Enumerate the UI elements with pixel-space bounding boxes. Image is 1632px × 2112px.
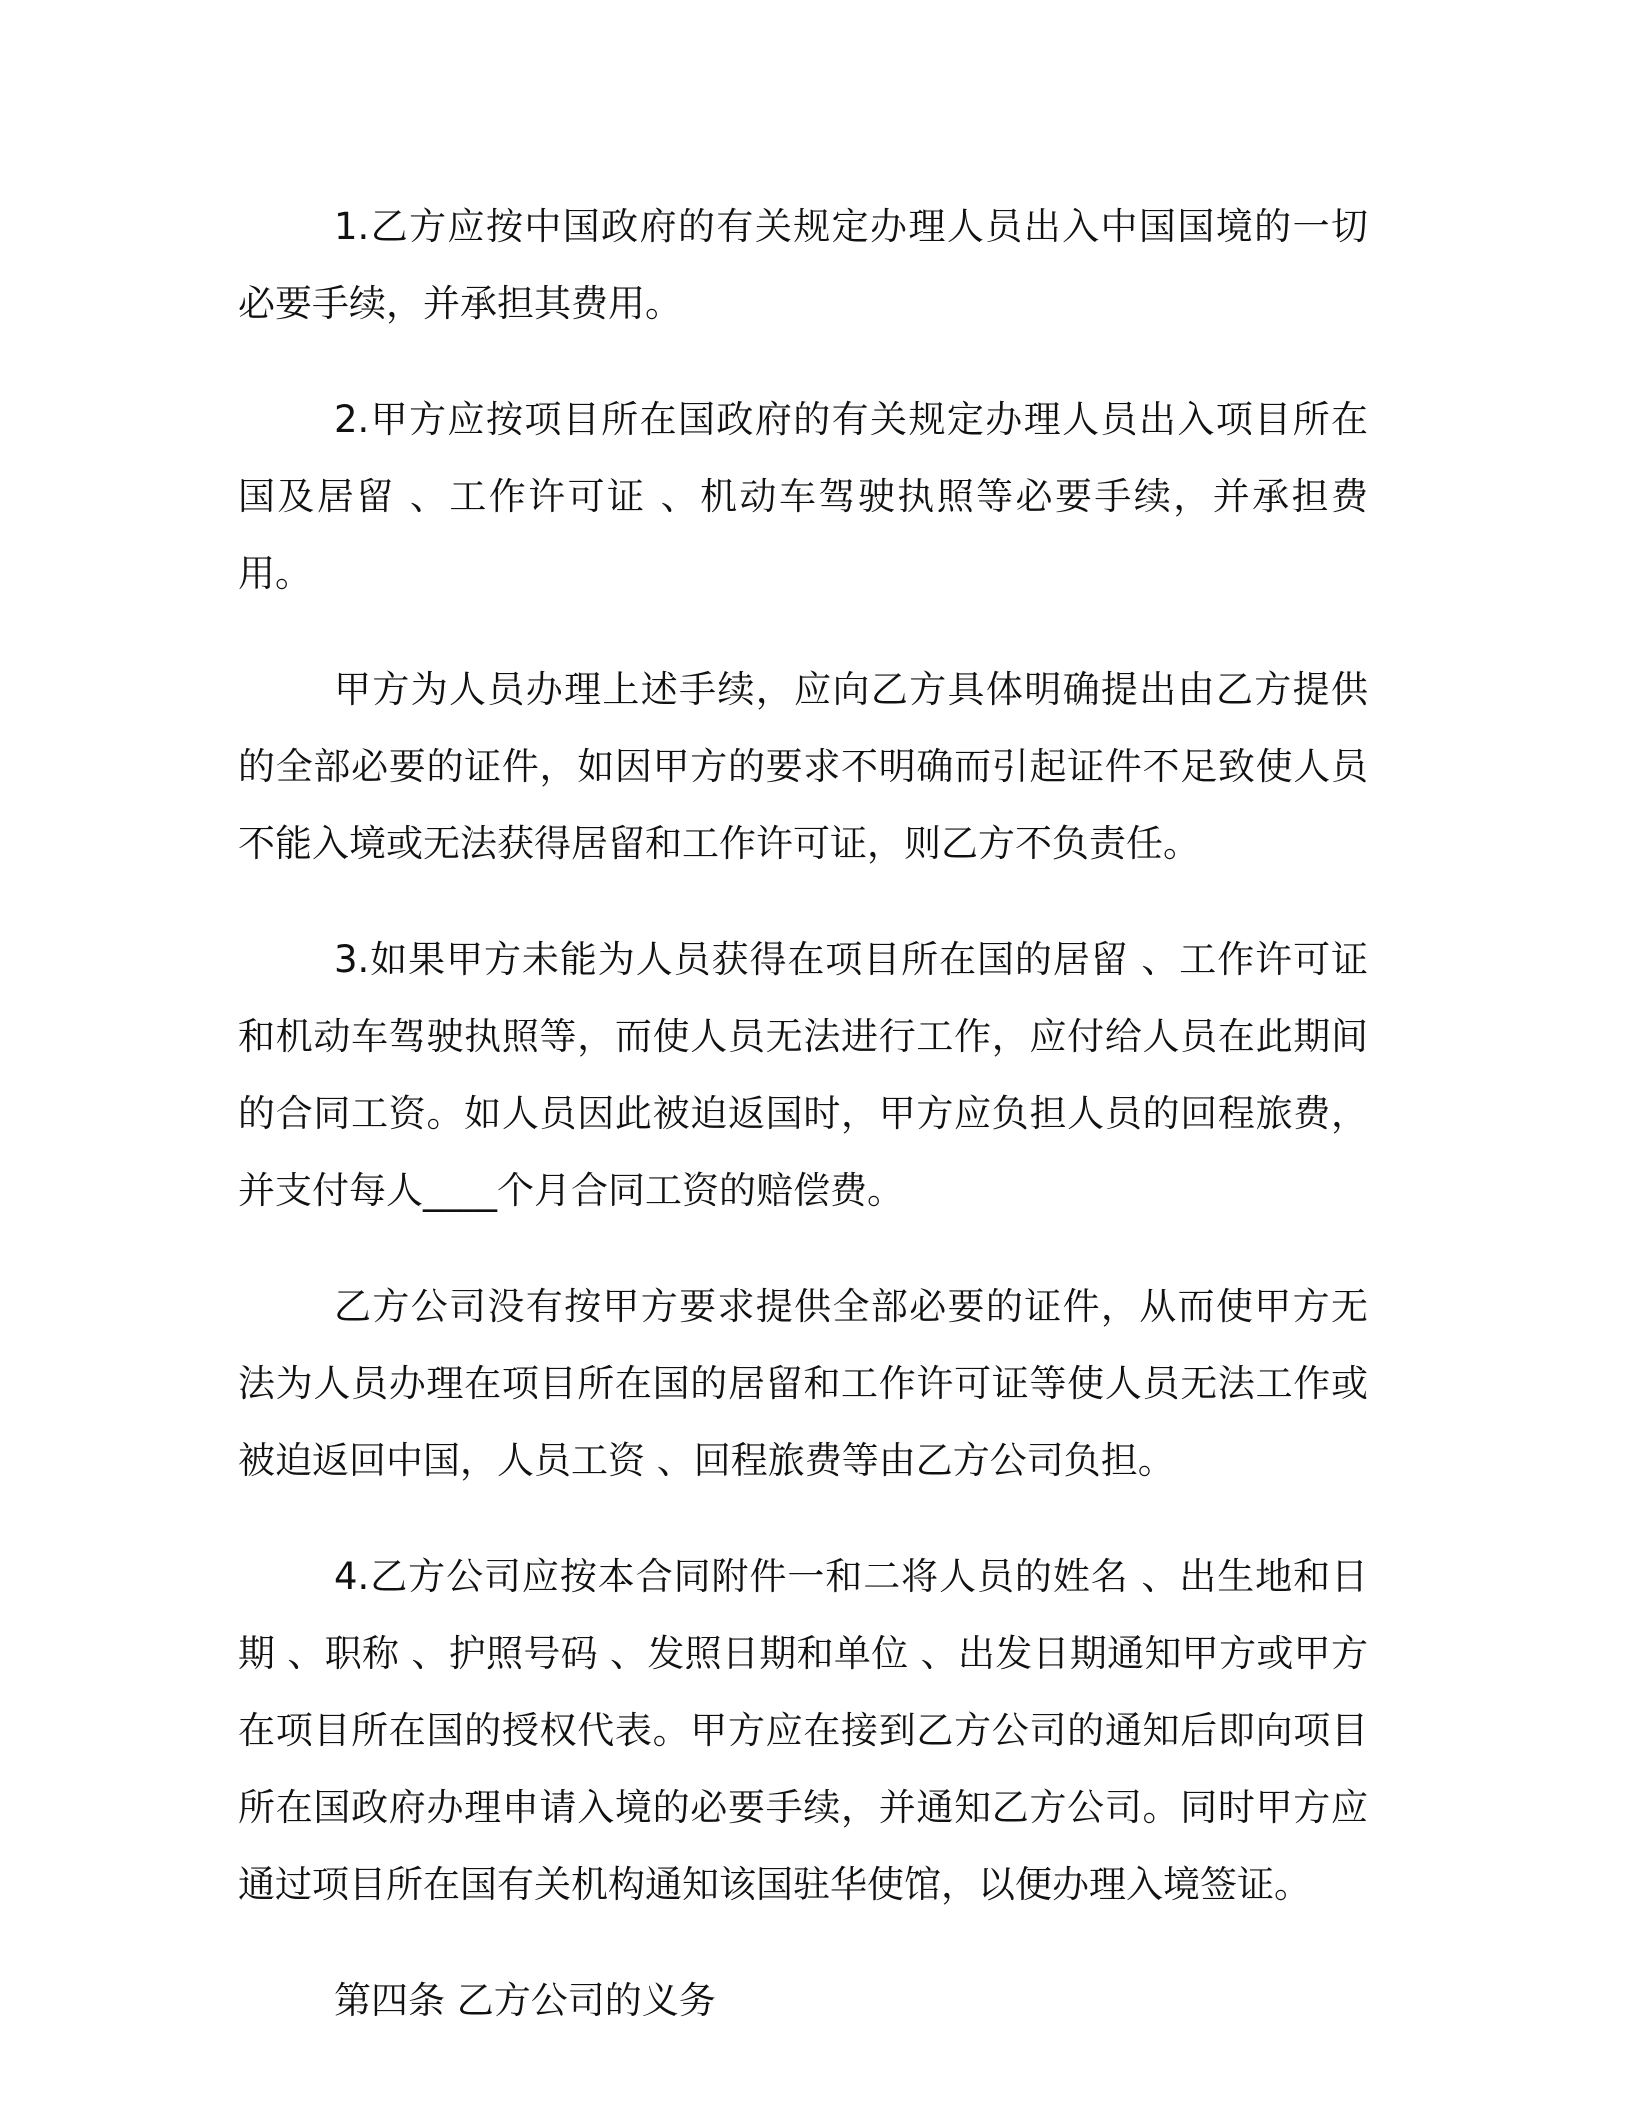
clause-4-paragraph: 4.乙方公司应按本合同附件一和二将人员的姓名 、出生地和日期 、职称 、护照号码 、发照日期和单位 、出发日期通知甲方或甲方在项目所在国的授权代表。甲方应在接到乙方公司的通知后即向项目所在国政府办理申请入境的必要手续，并通知乙方公司。同时甲方应通过项目所在国有关机构通知该国驻华使馆，以便办理入境签证。 — [238, 1555, 1368, 1906]
clause-3-paragraph: 3.如果甲方未能为人员获得在项目所在国的居留 、工作许可证和机动车驾驶执照等，而使人员无法进行工作，应付给人员在此期间的合同工资。如人员因此被迫返国时，甲方应负担人员的回程旅费，并支付每人____个月合同工资的赔偿费。 — [238, 938, 1368, 1212]
clause-1-paragraph: 1.乙方应按中国政府的有关规定办理人员出入中国国境的一切必要手续，并承担其费用。 — [238, 205, 1368, 325]
clause-2-paragraph: 2.甲方应按项目所在国政府的有关规定办理人员出入项目所在国及居留 、工作许可证 、机动车驾驶执照等必要手续，并承担费用。 — [238, 398, 1368, 595]
clause-2-supplement-paragraph: 甲方为人员办理上述手续，应向乙方具体明确提出由乙方提供的全部必要的证件，如因甲方的要求不明确而引起证件不足致使人员不能入境或无法获得居留和工作许可证，则乙方不负责任。 — [238, 668, 1368, 865]
article-4-heading: 第四条 乙方公司的义务 — [334, 1979, 716, 2022]
clause-3-supplement-paragraph: 乙方公司没有按甲方要求提供全部必要的证件，从而使甲方无法为人员办理在项目所在国的居留和工作许可证等使人员无法工作或被迫返回中国，人员工资 、回程旅费等由乙方公司负担。 — [238, 1285, 1368, 1482]
document-body — [238, 188, 1368, 2039]
